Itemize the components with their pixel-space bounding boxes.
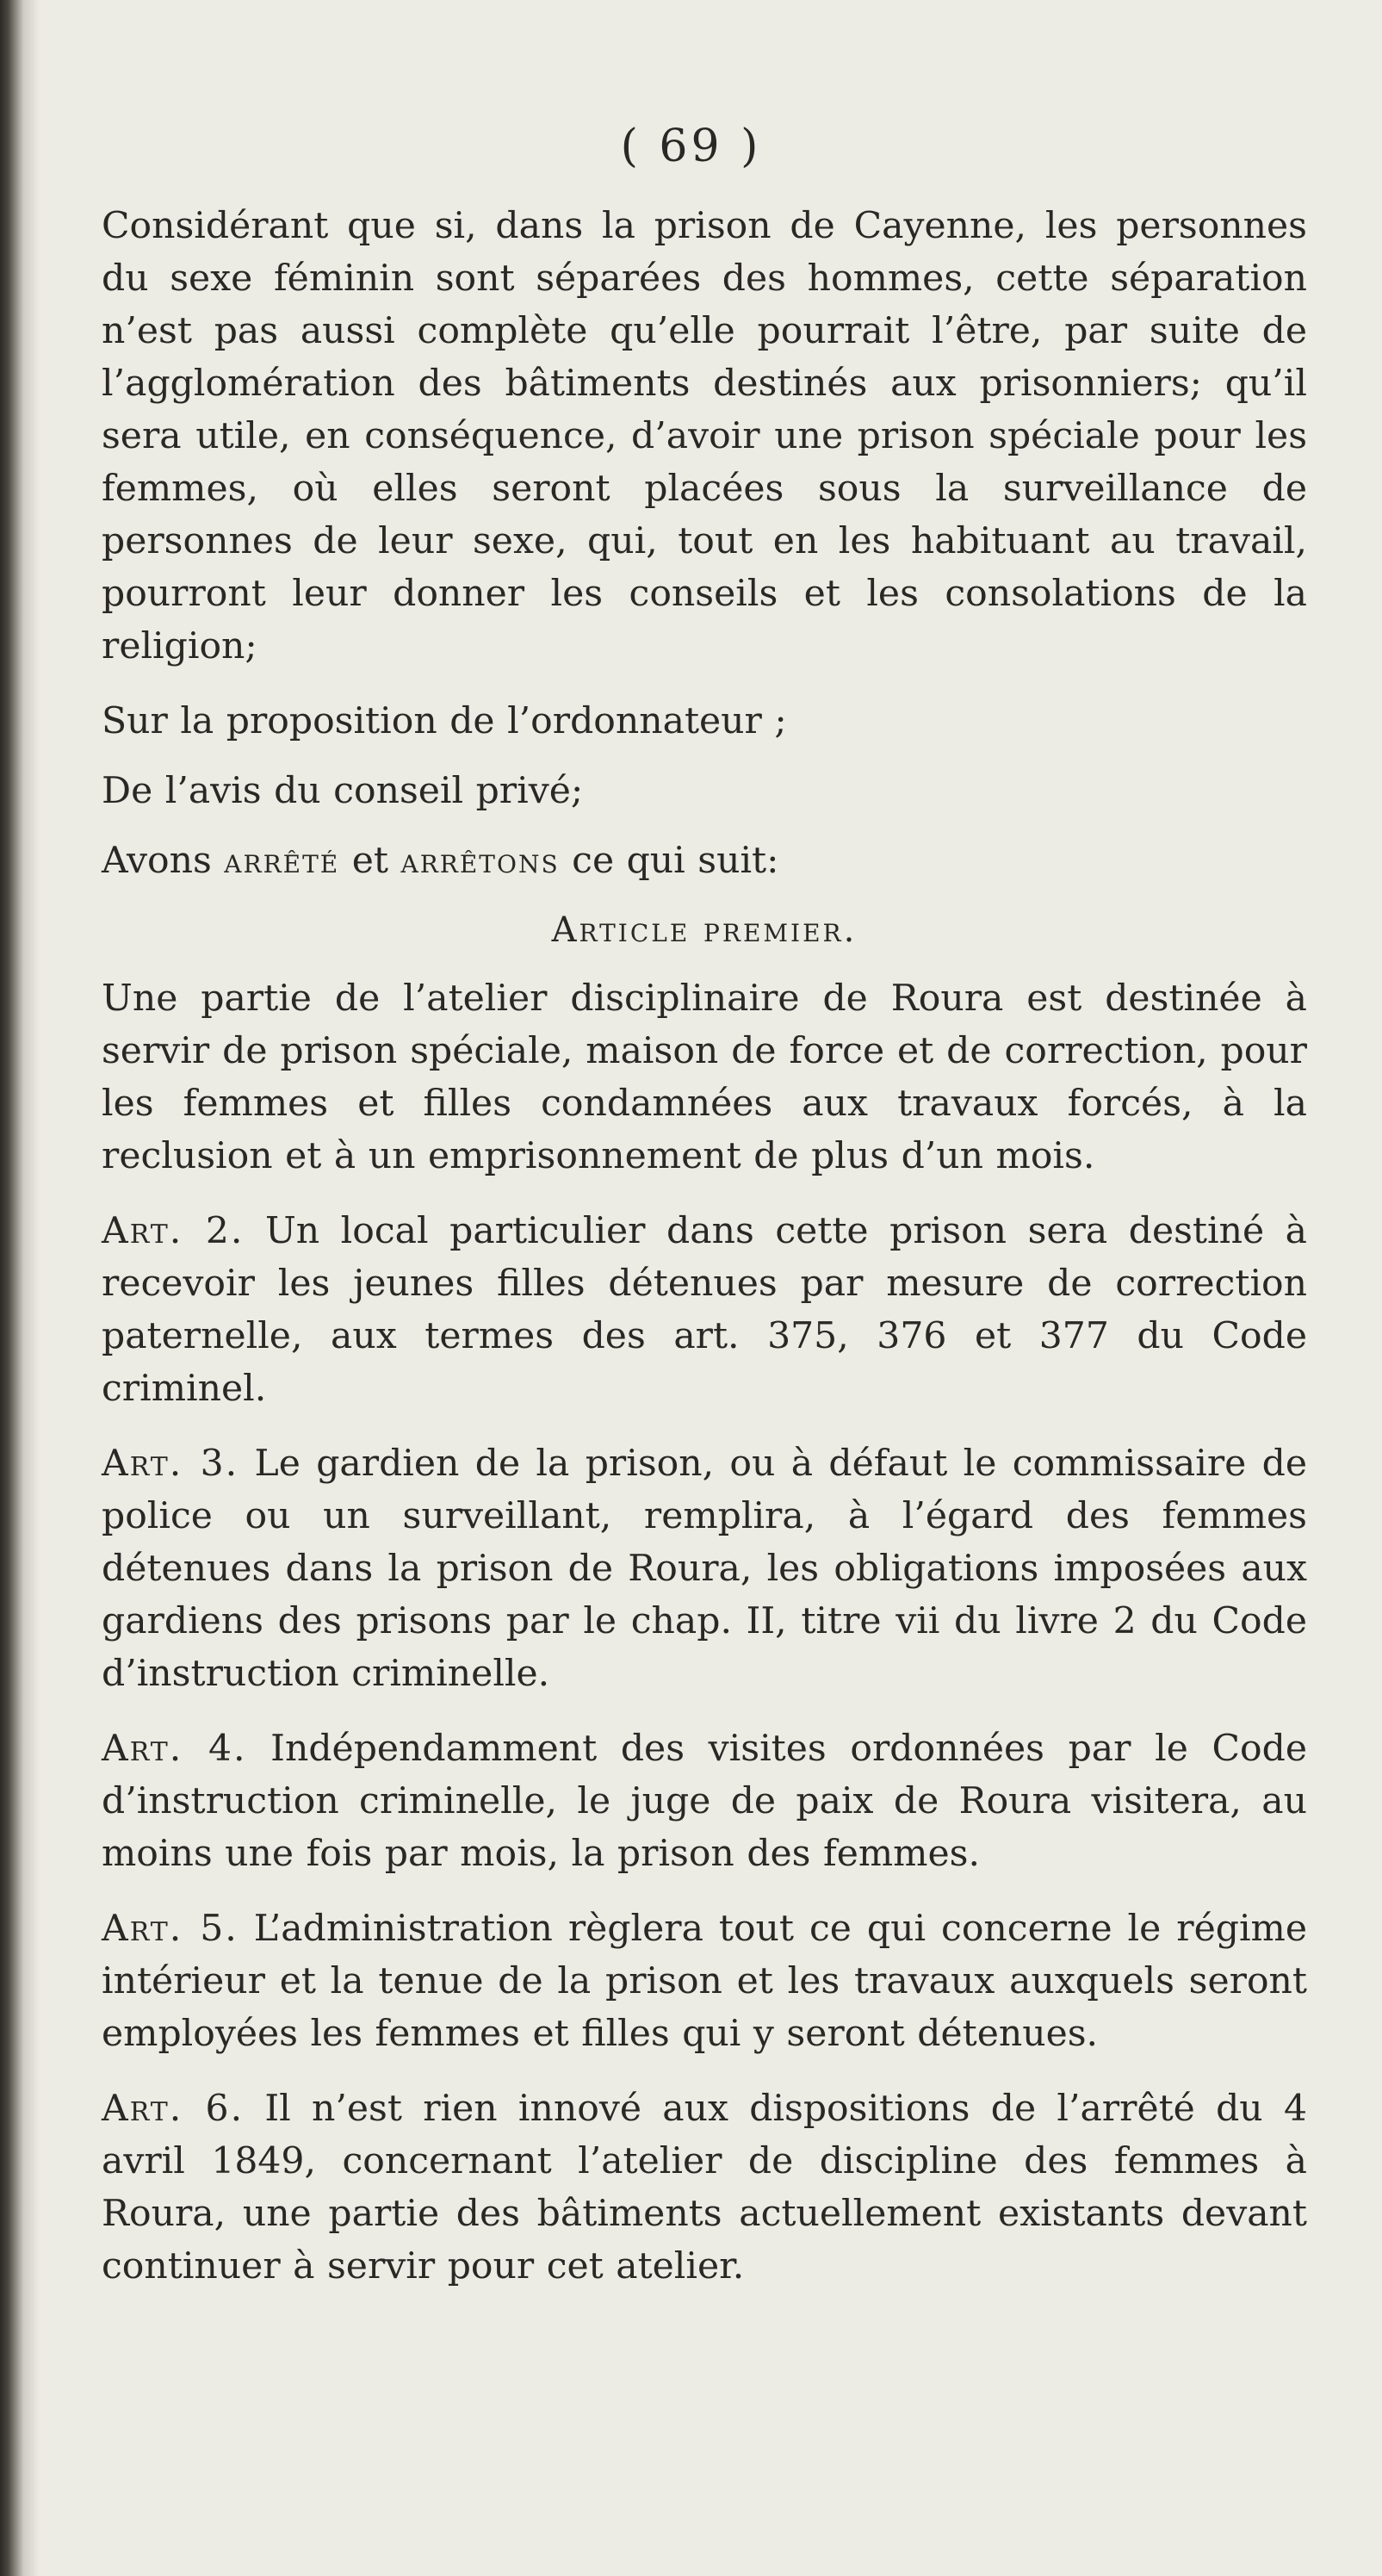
avons-prefix: Avons <box>102 840 212 882</box>
avons-arrete: arrêté <box>224 841 340 881</box>
article-heading: Article premier. <box>551 910 858 950</box>
article-label: Art. 2. <box>102 1210 245 1252</box>
article-text: Un local particulier dans cette prison sera destiné à recevoir les jeunes filles détenues par mesure de correction paternelle, aux termes des art. 375, 376 et 377 du Code criminel. <box>102 1210 1307 1410</box>
article-2-paragraph <box>102 1205 1307 1415</box>
avons-suffix: ce qui suit: <box>572 840 779 882</box>
avons-et: et <box>351 840 388 882</box>
book-spine-shadow <box>0 0 40 2576</box>
article-label: Art. 6. <box>102 2088 245 2130</box>
page-number: ( 69 ) <box>620 121 762 172</box>
article-label: Art. 3. <box>102 1443 239 1485</box>
preamble-paragraph: Considérant que si, dans la prison de Cayenne, les personnes du sexe féminin sont séparées des hommes, cette séparation n’est pas aussi complète qu’elle pourrait l’être, par suite de l’agglomération des bâtiments destinés aux prisonniers; qu’il sera utile, en conséquence, d’avoir une prison spéciale pour les femmes, où elles seront placées sous la surveillance de personnes de leur sexe, qui, tout en les habituant au travail, pourront leur donner les conseils et les consolations de la religion; <box>102 205 1307 667</box>
avons-arretons: arrêtons <box>400 841 560 881</box>
article-label: Art. 4. <box>102 1728 247 1770</box>
article-text: L’administration règlera tout ce qui concerne le régime intérieur et la tenue de la prison et les travaux auxquels seront employées les femmes et filles qui y seront détenues. <box>102 1908 1307 2055</box>
avons-line <box>102 835 1307 888</box>
article-text: Il n’est rien innové aux dispositions de l’arrêté du 4 avril 1849, concernant l’atelier de discipline des femmes à Roura, une partie des bâtiments actuellement existants devant continuer à servir pour cet atelier. <box>102 2088 1307 2287</box>
article-1-paragraph: Une partie de l’atelier disciplinaire de Roura est destinée à servir de prison spéciale, maison de force et de correction, pour les femmes et filles condamnées aux travaux forcés, à la reclusion et à un emprisonnement de plus d’un mois. <box>102 978 1307 1177</box>
article-4-paragraph <box>102 1723 1307 1880</box>
avis-line: De l’avis du conseil privé; <box>102 770 584 812</box>
page-body <box>102 200 1307 2315</box>
article-text: Indépendamment des visites ordonnées par le Code d’instruction criminelle, le juge de paix de Roura visitera, au moins une fois par mois, la prison des femmes. <box>102 1728 1307 1875</box>
article-6-paragraph <box>102 2083 1307 2293</box>
article-3-paragraph <box>102 1437 1307 1700</box>
article-5-paragraph <box>102 1903 1307 2060</box>
proposition-line: Sur la proposition de l’ordonnateur ; <box>102 700 787 742</box>
article-text: Le gardien de la prison, ou à défaut le commissaire de police ou un surveillant, remplira, à l’égard des femmes détenues dans la prison de Roura, les obligations imposées aux gardiens des prisons par le chap. II, titre vii du livre 2 du Code d’instruction criminelle. <box>102 1443 1307 1695</box>
article-label: Art. 5. <box>102 1908 239 1950</box>
